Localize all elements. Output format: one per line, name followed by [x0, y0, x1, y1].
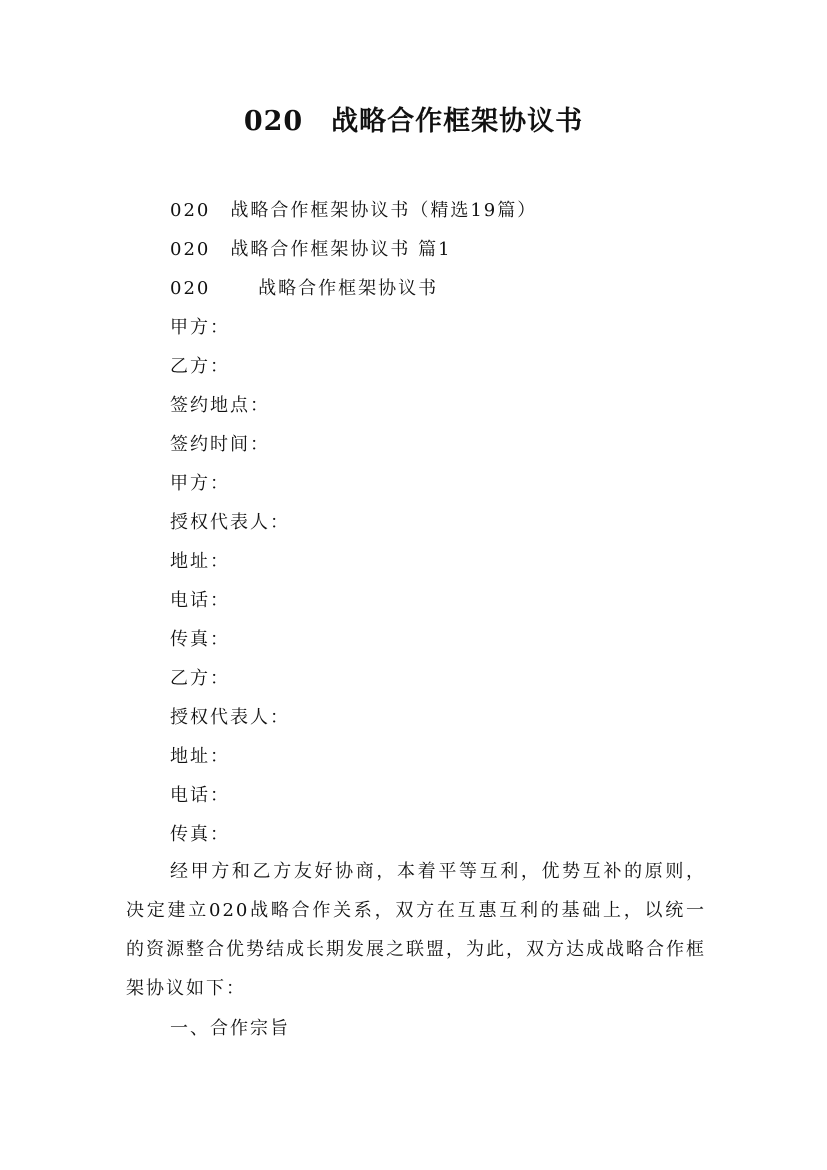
- signing-location-label: 签约地点：: [170, 395, 270, 416]
- party-b-phone-label: 电话：: [170, 785, 230, 806]
- party-a-label: 甲方：: [170, 317, 230, 338]
- section-heading: 一、合作宗旨: [170, 1018, 290, 1039]
- intro-paragraph: 经甲方和乙方友好协商，本着平等互利，优势互补的原则，决定建立020战略合作关系，双方在互惠互利的基础上，以统一的资源整合优势结成长期发展之联盟，为此，双方达成战略合作框架协议如下：: [126, 861, 706, 999]
- party-b-representative-label: 授权代表人：: [170, 707, 290, 728]
- party-a-fax-label: 传真：: [170, 629, 230, 650]
- chapter-heading: 020 战略合作框架协议书 篇1: [170, 239, 452, 260]
- party-a-phone-label: 电话：: [170, 590, 230, 611]
- document-title: 020 战略合作框架协议书: [243, 106, 584, 137]
- party-b-label: 乙方：: [170, 356, 230, 377]
- party-b-fax-label: 传真：: [170, 824, 230, 845]
- party-b-address-label: 地址：: [170, 746, 230, 767]
- agreement-name-line: 020 战略合作框架协议书: [170, 278, 439, 299]
- subtitle-line: 020 战略合作框架协议书（精选19篇）: [170, 200, 538, 221]
- signing-time-label: 签约时间：: [170, 434, 270, 455]
- party-a-representative-label: 授权代表人：: [170, 512, 290, 533]
- party-b-section-label: 乙方：: [170, 668, 230, 689]
- party-a-section-label: 甲方：: [170, 473, 230, 494]
- party-a-address-label: 地址：: [170, 551, 230, 572]
